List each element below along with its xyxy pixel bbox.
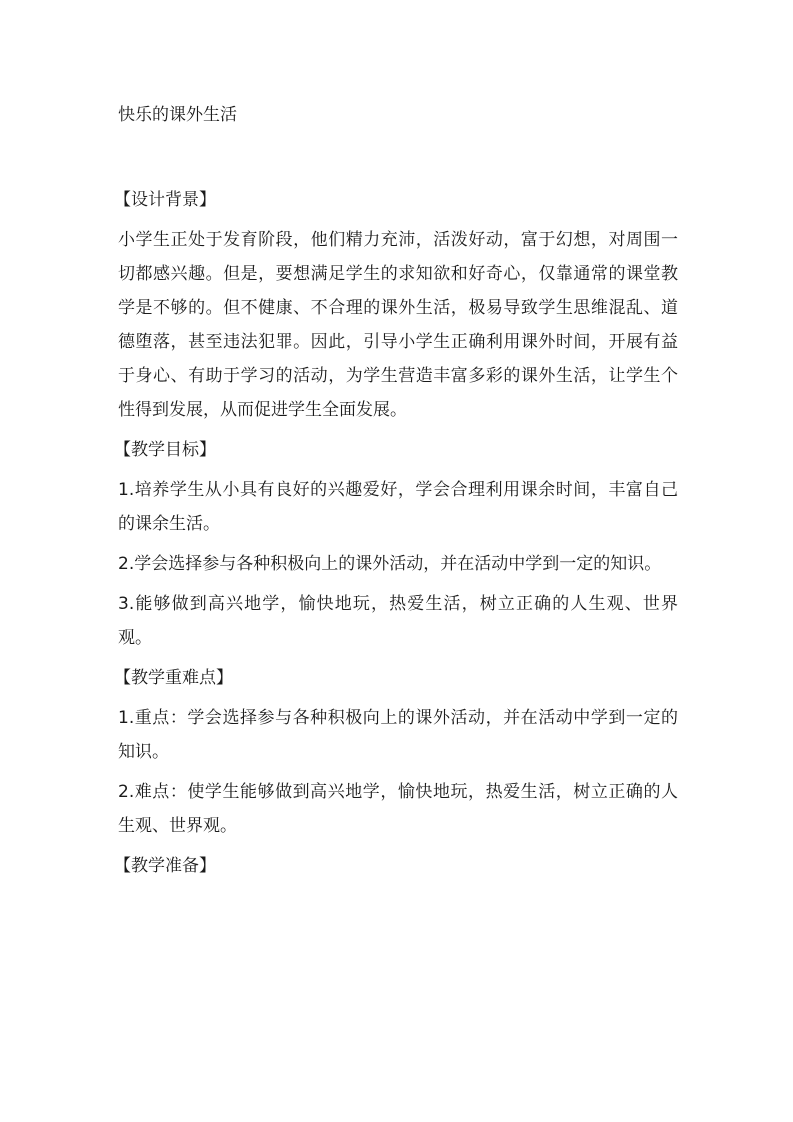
section-heading-background: 【设计背景】 (114, 190, 216, 210)
key-point-item-2: 2.难点：使学生能够做到高兴地学，愉快地玩，热爱生活，树立正确的人生观、世界观。 (118, 782, 678, 836)
document-title: 快乐的课外生活 (118, 105, 237, 125)
section-heading-key-points: 【教学重难点】 (114, 668, 233, 688)
objective-item-2: 2.学会选择参与各种积极向上的课外活动，并在活动中学到一定的知识。 (118, 554, 662, 574)
objective-item-1: 1.培养学生从小具有良好的兴趣爱好，学会合理利用课余时间，丰富自己的课余生活。 (118, 480, 678, 534)
background-paragraph: 小学生正处于发育阶段，他们精力充沛，活泼好动，富于幻想，对周围一切都感兴趣。但是，要想满足学生的求知欲和好奇心，仅靠通常的课堂教学是不够的。但不健康、不合理的课外生活，极易导致学生思维混乱、道德堕落，甚至违法犯罪。因此，引导小学生正确利用课外时间，开展有益于身心、有助于学习的活动，为学生营造丰富多彩的课外生活，让学生个性得到发展，从而促进学生全面发展。 (118, 230, 678, 420)
objective-item-3: 3.能够做到高兴地学，愉快地玩，热爱生活，树立正确的人生观、世界观。 (118, 594, 678, 648)
section-heading-preparation: 【教学准备】 (114, 856, 216, 876)
document-body (114, 183, 678, 883)
key-point-item-1: 1.重点：学会选择参与各种积极向上的课外活动，并在活动中学到一定的知识。 (118, 708, 678, 762)
section-heading-objectives: 【教学目标】 (114, 440, 216, 460)
